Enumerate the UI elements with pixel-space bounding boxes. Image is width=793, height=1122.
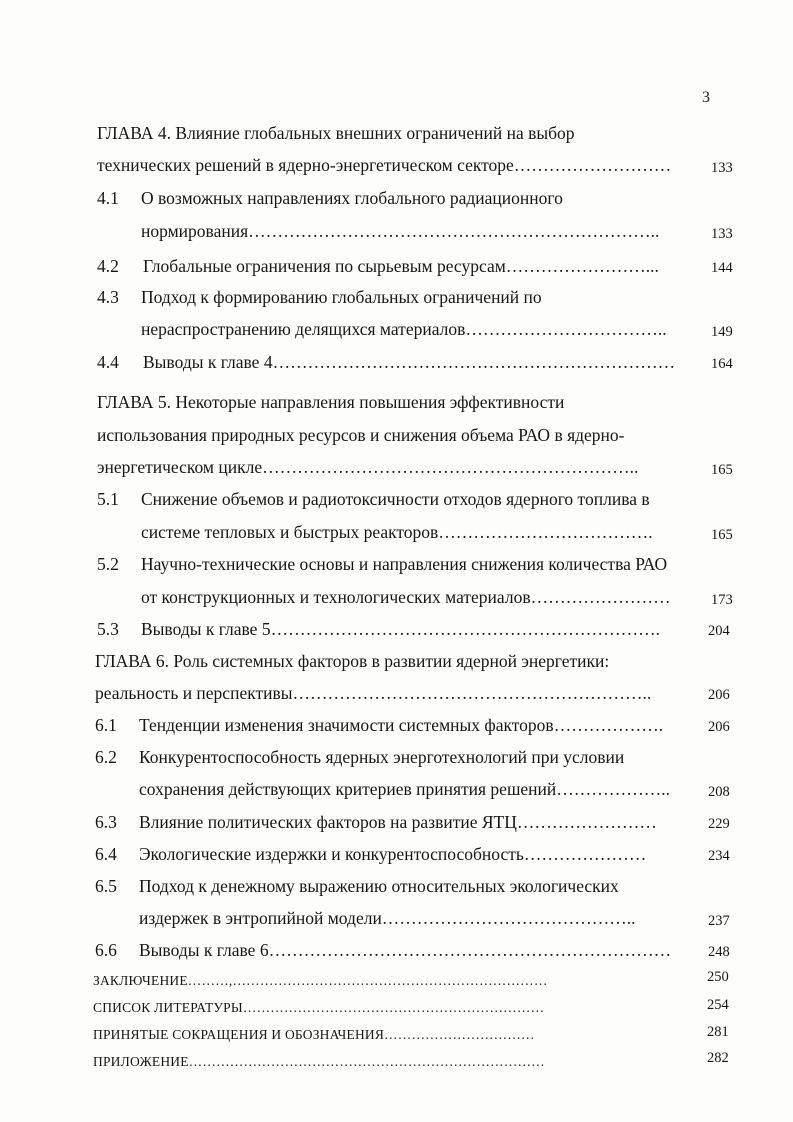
toc-chapter-4-title-cont: технических решений в ядерно-энергетическом секторе………………………	[97, 155, 672, 175]
page-number: 3	[702, 89, 710, 106]
toc-page-number: 133	[711, 226, 733, 242]
toc-chapter-5-title-cont: использования природных ресурсов и снижения объема РАО в ядерно-	[97, 425, 625, 445]
toc-section-number: 5.1	[97, 489, 119, 509]
toc-section-4-3-title-cont: нераспространению делящихся материалов……………………………..	[141, 319, 667, 339]
toc-section-number: 6.6	[95, 940, 117, 960]
toc-page-number: 281	[707, 1024, 729, 1040]
toc-page-number: 165	[711, 527, 733, 543]
toc-page-number: 149	[711, 324, 733, 340]
toc-chapter-6-title-cont: реальность и перспективы……………………………………………………..	[95, 683, 652, 703]
toc-section-4-3-title: Подход к формированию глобальных ограничений по	[141, 287, 542, 307]
toc-section-number: 5.2	[97, 554, 119, 574]
toc-section-5-2-title: Научно-технические основы и направления снижения количества РАО	[141, 554, 668, 574]
toc-page-number: 282	[707, 1050, 729, 1066]
toc-section-number: 6.1	[95, 715, 117, 735]
toc-section-6-4-title: Экологические издержки и конкурентоспособность…………………	[139, 844, 647, 864]
toc-section-number: 6.4	[95, 844, 117, 864]
toc-section-4-2-title: Глобальные ограничения по сырьевым ресурсам……………………...	[143, 256, 659, 276]
toc-page-number: 208	[708, 784, 730, 800]
toc-page-number: 248	[708, 944, 730, 960]
toc-section-number: 6.3	[95, 812, 117, 832]
toc-section-number: 4.4	[97, 352, 119, 372]
toc-section-number: 4.1	[97, 188, 119, 208]
toc-page-number: 165	[711, 462, 733, 478]
toc-conclusion: ЗАКЛЮЧЕНИЕ………,……………………………………………………………	[93, 973, 548, 988]
toc-section-number: 5.3	[97, 619, 119, 639]
toc-chapter-5-title: ГЛАВА 5. Некоторые направления повышения эффективности	[97, 392, 565, 412]
toc-page-number: 144	[711, 260, 733, 276]
toc-section-number: 4.2	[97, 256, 119, 276]
toc-section-5-1-title-cont: системе тепловых и быстрых реакторов……………………………….	[141, 522, 653, 542]
toc-section-6-3-title: Влияние политических факторов на развитие ЯТЦ……………………	[139, 812, 657, 832]
toc-appendix: ПРИЛОЖЕНИЕ……………………………………………………………………	[93, 1054, 545, 1069]
toc-chapter-5-title-cont: энергетическом цикле………………………………………………………..	[97, 457, 639, 477]
toc-references: СПИСОК ЛИТЕРАТУРЫ…………………………………………………………	[93, 1000, 545, 1015]
toc-section-5-2-title-cont: от конструкционных и технологических материалов……………………	[141, 587, 671, 607]
toc-section-6-5-title: Подход к денежному выражению относительных экологических	[139, 876, 619, 896]
toc-page-number: 133	[711, 160, 733, 176]
toc-page-number: 164	[711, 356, 733, 372]
toc-page-number: 206	[708, 687, 730, 703]
toc-section-number: 4.3	[97, 287, 119, 307]
toc-chapter-6-title: ГЛАВА 6. Роль системных факторов в развитии ядерной энергетики:	[95, 651, 610, 671]
toc-section-5-3-title: Выводы к главе 5………………………………………………………….	[141, 619, 660, 639]
toc-section-6-1-title: Тенденции изменения значимости системных факторов……………….	[139, 715, 664, 735]
toc-section-5-1-title: Снижение объемов и радиотоксичности отходов ядерного топлива в	[141, 489, 650, 509]
toc-section-4-4-title: Выводы к главе 4……………………………………………………………	[143, 352, 676, 372]
toc-abbreviations: ПРИНЯТЫЕ СОКРАЩЕНИЯ И ОБОЗНАЧЕНИЯ……………………………	[93, 1027, 535, 1042]
toc-section-number: 6.2	[95, 747, 117, 767]
toc-section-6-6-title: Выводы к главе 6……………………………………………………………	[139, 940, 672, 960]
toc-page-number: 204	[708, 623, 730, 639]
toc-page-number: 229	[708, 816, 730, 832]
toc-section-6-2-title-cont: сохранения действующих критериев принятия решений………………..	[139, 779, 671, 799]
toc-page-number: 206	[708, 719, 730, 735]
toc-section-4-1-title: О возможных направлениях глобального радиационного	[141, 188, 563, 208]
toc-page-number: 250	[707, 969, 729, 985]
toc-section-number: 6.5	[95, 876, 117, 896]
toc-page-number: 173	[711, 592, 733, 608]
toc-section-4-1-title-cont: нормирования……………………………………………………………..	[141, 221, 660, 241]
toc-section-6-2-title: Конкурентоспособность ядерных энерготехнологий при условии	[139, 747, 625, 767]
toc-page-number: 237	[708, 913, 730, 929]
toc-section-6-5-title-cont: издержек в энтропийной модели……………………………………..	[139, 908, 636, 928]
toc-page-number: 234	[708, 848, 730, 864]
toc-chapter-4-title: ГЛАВА 4. Влияние глобальных внешних ограничений на выбор	[97, 123, 575, 143]
toc-page-number: 254	[707, 997, 729, 1013]
